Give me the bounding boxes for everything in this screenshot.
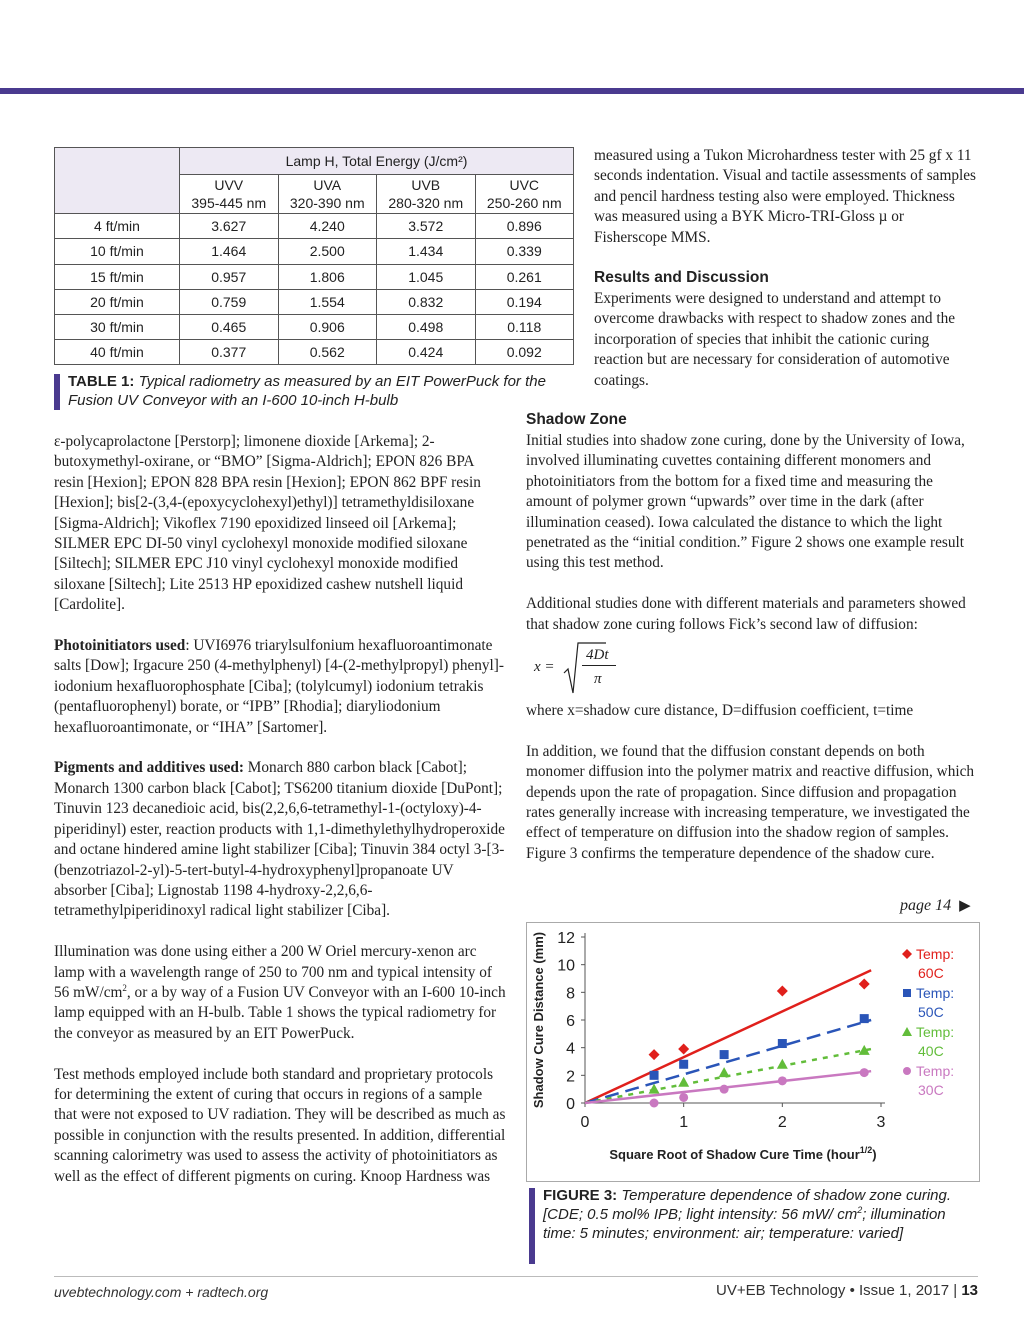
table-cell: 0.906 [278, 314, 377, 339]
legend-label: 30C [918, 1082, 944, 1098]
data-point-30c [720, 1085, 729, 1094]
data-point-40c [777, 1059, 788, 1069]
diffusion-equation [526, 639, 982, 701]
footer-websites[interactable]: uvebtechnology.com + radtech.org [54, 1284, 269, 1300]
photoinitiators-paragraph: Photoinitiators used: UVI6976 triarylsulfonium hexafluoroantimonate salts [Dow]; Irgacure 250 (4-methylphenyl) [4-(2-methylpropyl) phenyl]-iodonium hexafluorophosphate [Ciba]; (tolylcumyl) iodonium tetrakis (pentafluorophenyl) borate, or “IPB” [Rhodia]; diaryliodonium hexafluoroantimonate, or “IHA” [Sartomer]. [54, 637, 504, 736]
data-point-60c [678, 1044, 689, 1055]
footer-rule [54, 1276, 978, 1277]
x-tick-label: 3 [876, 1114, 886, 1131]
table-cell: 1.554 [278, 289, 377, 314]
data-point-50c [778, 1039, 787, 1048]
right-column [526, 410, 982, 864]
table-caption: TABLE 1: Typical radiometry as measured by an EIT PowerPuck for the Fusion UV Conveyor with an I-600 10-inch H-bulb [68, 372, 568, 410]
hardness-paragraph: measured using a Tukon Microhardness tester with 25 gf x 11 seconds indentation. Visual and tactile assessments of samples and pencil hardness testing also were employed. Thickness was measured using a BYK Micro-TRI-Gloss µ or Fisherscope MMS. [594, 147, 976, 246]
legend-label: Temp: [916, 946, 955, 962]
y-tick-label: 2 [566, 1068, 575, 1086]
y-tick-label: 12 [557, 930, 575, 947]
table-cell: 1.806 [278, 264, 377, 289]
table-cell: 0.465 [180, 314, 279, 339]
table-cell: 4.240 [278, 214, 377, 239]
table-cell: 0.832 [377, 289, 476, 314]
arrow-right-icon: ▶ [959, 898, 971, 914]
equation-lhs: x = [534, 659, 555, 676]
legend-marker [903, 1067, 911, 1075]
fick-paragraph: Additional studies done with different materials and parameters showed that shadow zone curing follows Fick’s second law of diffusion: [526, 595, 966, 633]
table-cell: 0.194 [475, 289, 574, 314]
table-cell: 0.261 [475, 264, 574, 289]
data-point-60c [649, 1049, 660, 1060]
table-row [55, 214, 574, 239]
table-row [55, 339, 574, 364]
table-column-header: UVV 395-445 nm [180, 175, 279, 214]
materials-paragraph: ε-polycaprolactone [Perstorp]; limonene dioxide [Arkema]; 2-butoxymethyl-oxirane, or “BMO” [Sigma-Aldrich]; EPON 826 BPA resin [Hexion]; EPON 828 BPA resin [Hexion]; EPON 862 BPF resin [Hexion]; bis[2-(3,4-(epoxycyclohexyl)ethyl)] tetramethyldisiloxane [Sigma-Aldrich]; Vikoflex 7190 epoxidized linseed oil [Arkema]; SILMER EPC DI-50 vinyl cyclohexyl monoxide modified siloxane [Siltech]; SILMER EPC J10 vinyl cyclohexyl monoxide modified siloxane [Siltech]; Lite 2513 HP epoxidized cashew nutshell liquid [Cardolite]. [54, 433, 481, 614]
table-row-label: 10 ft/min [55, 239, 180, 264]
y-tick-label: 0 [566, 1096, 575, 1113]
table-cell: 1.045 [377, 264, 476, 289]
legend-marker [902, 949, 912, 959]
shadow-cure-chart [527, 923, 979, 1181]
table-column-header: UVA 320-390 nm [278, 175, 377, 214]
table-cell: 0.759 [180, 289, 279, 314]
left-column [54, 432, 506, 1187]
y-tick-label: 8 [566, 985, 575, 1003]
table-cell: 0.498 [377, 314, 476, 339]
data-point-60c [859, 979, 870, 990]
variables-paragraph: where x=shadow cure distance, D=diffusion coefficient, t=time [526, 702, 914, 720]
table-cell: 3.572 [377, 214, 476, 239]
figure-caption: FIGURE 3: Temperature dependence of shadow zone curing. [CDE; 0.5 mol% IPB; light intensity: 56 mW/ $cm^2$; illumination time: 5 minutes; environment: air; temperature: varied] [543, 1186, 963, 1243]
x-tick-label: 1 [679, 1114, 689, 1131]
table-cell: 1.434 [377, 239, 476, 264]
legend-label: Temp: [916, 1024, 955, 1040]
data-point-30c [778, 1076, 787, 1085]
results-heading: Results and Discussion [594, 269, 769, 287]
x-axis-label: Square Root of Shadow Cure Time (hour$^{1/2}$) [609, 1145, 877, 1162]
table-row-label: 30 ft/min [55, 314, 180, 339]
x-tick-label: 2 [777, 1114, 787, 1131]
page-number: 13 [961, 1282, 978, 1299]
y-axis-label: Shadow Cure Distance (mm) [531, 931, 546, 1109]
equation-numerator: 4Dt [586, 647, 609, 664]
table-group-header: Lamp H, Total Energy (J/cm²) [180, 148, 574, 175]
data-point-50c [860, 1014, 869, 1023]
results-paragraph: Experiments were designed to understand and attempt to overcome drawbacks with respect to shadow zones and the incorporation of species that inhibit the cationic curing reaction but are necessary for consideration of automotive coatings. [594, 290, 956, 389]
table-cell: 1.464 [180, 239, 279, 264]
data-point-30c [679, 1093, 688, 1102]
table-cell: 0.424 [377, 339, 476, 364]
data-point-50c [650, 1071, 659, 1080]
y-tick-label: 6 [566, 1013, 575, 1030]
legend-label: Temp: [916, 1063, 955, 1079]
table-cell: 3.627 [180, 214, 279, 239]
data-point-50c [679, 1060, 688, 1069]
table-cell: 2.500 [278, 239, 377, 264]
table-corner-cell [55, 148, 180, 214]
pigments-paragraph: Pigments and additives used: Monarch 880 carbon black [Cabot]; Monarch 1300 carbon black [Cabot]; TS6200 titanium dioxide [DuPont]; Tinuvin 123 decanedioic acid, bis(2,2,6,6-tetramethyl-1-(octyloxy)-4-piperidinyl) ester, reaction products with 1,1-dimethylethylhydroperoxide and octane hindered amine light stabilizer [Ciba]; Tinuvin 384 octyl 3-[3-(benzotriazol-2-yl)-5-tert-butyl-4-hydroxyphenyl]propanoate UV absorber [Ciba]; Lignostab 1198 4-hydroxy-2,2,6,6-tetramethylpiperidinoxyl radical light stabilizer [Ciba]. [54, 759, 505, 920]
temperature-paragraph: In addition, we found that the diffusion constant depends on both monomer diffusion into the polymer matrix and reactive diffusion, which depends upon the rate of propagation. Since diffusion and propagation rates generally increase with increasing temperature, we investigated the effect of temperature on diffusion into the shadow region of samples. Figure 3 confirms the temperature dependence of the shadow cure. [526, 742, 975, 862]
figure-3 [526, 922, 980, 1182]
table-cell: 0.118 [475, 314, 574, 339]
data-point-50c [720, 1050, 729, 1059]
shadow-zone-paragraph: Initial studies into shadow zone curing, done by the University of Iowa, involved illuminating cuvettes containing different monomers and photoinitiators from the bottom for a fixed time and measuring the amount of polymer grown “upwards” over time in the dark (after illumination ceased). Iowa calculated the distance to which the light penetrated as the “initial condition.” Figure 2 shows one example result using this test method. [526, 432, 965, 572]
data-point-40c [719, 1067, 730, 1077]
trend-line-60c [585, 970, 871, 1103]
footer-publication: UV+EB Technology • Issue 1, 2017 | 13 [716, 1282, 978, 1299]
y-tick-label: 10 [557, 957, 575, 975]
legend-label: 60C [918, 965, 944, 981]
radiometry-table [54, 147, 574, 365]
legend-marker [902, 1027, 912, 1036]
legend-marker [903, 989, 911, 997]
y-tick-label: 4 [566, 1040, 575, 1058]
table-row [55, 289, 574, 314]
table-row-label: 40 ft/min [55, 339, 180, 364]
data-point-60c [777, 985, 788, 996]
legend-label: Temp: [916, 985, 955, 1001]
test-methods-paragraph: Test methods employed include both standard and proprietary protocols for determining the extent of curing that occurs in regions of a sample that were not exposed to UV radiation. They will be described as much as possible in conjunction with the results presented. In addition, differential scanning calorimetry was used to assess the activity of photoinitiators as well as the effect of different pigments on curing. Knoop Hardness was [54, 1065, 506, 1185]
table-cell: 0.377 [180, 339, 279, 364]
table-cell: 0.896 [475, 214, 574, 239]
header-bar [0, 88, 1024, 94]
table-cell: 0.562 [278, 339, 377, 364]
table-row [55, 314, 574, 339]
legend-label: 40C [918, 1043, 944, 1059]
legend-label: 50C [918, 1004, 944, 1020]
table-cell: 0.339 [475, 239, 574, 264]
shadow-zone-heading: Shadow Zone [526, 411, 627, 428]
caption-accent-bar [54, 374, 60, 410]
equation-denominator: π [594, 671, 602, 688]
table-row [55, 239, 574, 264]
data-point-30c [860, 1068, 869, 1077]
data-point-40c [678, 1077, 689, 1087]
fraction-bar [582, 665, 616, 666]
x-tick-label: 0 [580, 1114, 590, 1131]
table-row [55, 264, 574, 289]
page-reference[interactable]: page 14 ▶ [900, 897, 971, 914]
table-column-header: UVC 250-260 nm [475, 175, 574, 214]
table-row-label: 20 ft/min [55, 289, 180, 314]
right-column-top [594, 146, 978, 391]
table-row-label: 15 ft/min [55, 264, 180, 289]
table-cell: 0.957 [180, 264, 279, 289]
data-point-30c [650, 1099, 659, 1108]
illumination-paragraph: Illumination was done using either a 200 W Oriel mercury-xenon arc lamp with a wavelength range of 250 to 700 nm and typical intensity of 56 $mW/cm^2$, or a by way of a Fusion UV Conveyor with an I-600 10-inch lamp equipped with an H-bulb. Table 1 shows the typical radiometry for the conveyor as measured by an EIT PowerPuck. [54, 943, 506, 1042]
table-column-header: UVB 280-320 nm [377, 175, 476, 214]
caption-accent-bar [529, 1188, 535, 1264]
table-row-label: 4 ft/min [55, 214, 180, 239]
table-cell: 0.092 [475, 339, 574, 364]
